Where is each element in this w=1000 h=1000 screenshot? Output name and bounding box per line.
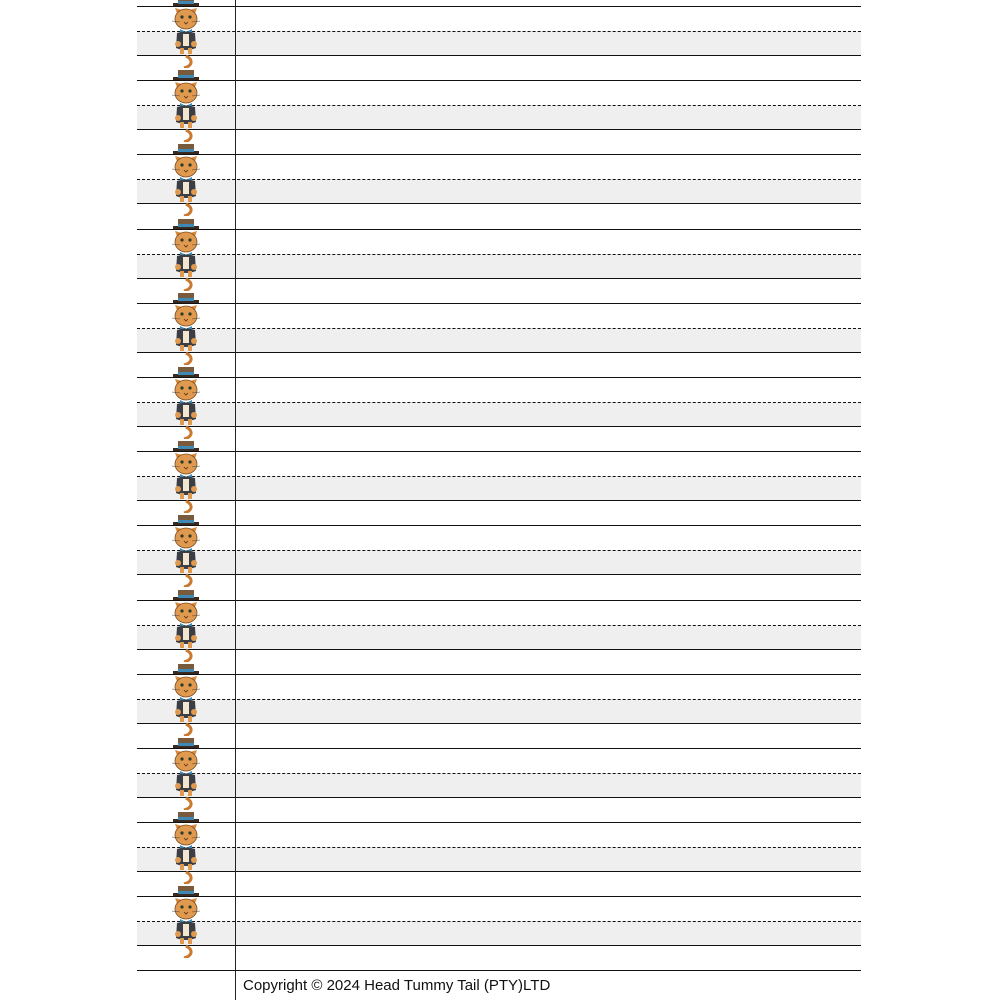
mid-dashed-line xyxy=(137,699,861,700)
cat-with-hat-icon xyxy=(166,810,206,884)
mid-dashed-line xyxy=(137,773,861,774)
top-line xyxy=(137,822,861,823)
base-line xyxy=(137,278,861,279)
base-line xyxy=(137,55,861,56)
cat-with-hat-icon xyxy=(166,217,206,291)
copyright-footer: Copyright © 2024 Head Tummy Tail (PTY)LTD xyxy=(243,977,551,994)
lower-half-shade xyxy=(137,328,861,352)
mid-dashed-line xyxy=(137,105,861,106)
top-line xyxy=(137,154,861,155)
cat-with-hat-icon xyxy=(166,365,206,439)
lower-half-shade xyxy=(137,921,861,945)
top-line xyxy=(137,674,861,675)
cat-with-hat-icon xyxy=(166,291,206,365)
mid-dashed-line xyxy=(137,847,861,848)
lower-half-shade xyxy=(137,402,861,426)
mid-dashed-line xyxy=(137,254,861,255)
mid-dashed-line xyxy=(137,328,861,329)
base-line xyxy=(137,500,861,501)
lower-half-shade xyxy=(137,476,861,500)
lower-half-shade xyxy=(137,105,861,129)
margin-line xyxy=(235,0,236,1000)
footer-rule xyxy=(137,970,861,971)
cat-with-hat-icon xyxy=(166,142,206,216)
lower-half-shade xyxy=(137,179,861,203)
base-line xyxy=(137,574,861,575)
top-line xyxy=(137,229,861,230)
cat-with-hat-icon xyxy=(166,513,206,587)
base-line xyxy=(137,797,861,798)
lower-half-shade xyxy=(137,254,861,278)
top-line xyxy=(137,80,861,81)
cat-with-hat-icon xyxy=(166,0,206,68)
top-line xyxy=(137,525,861,526)
mid-dashed-line xyxy=(137,921,861,922)
lower-half-shade xyxy=(137,31,861,55)
base-line xyxy=(137,352,861,353)
mid-dashed-line xyxy=(137,550,861,551)
top-line xyxy=(137,451,861,452)
lower-half-shade xyxy=(137,625,861,649)
base-line xyxy=(137,871,861,872)
base-line xyxy=(137,649,861,650)
top-line xyxy=(137,6,861,7)
lower-half-shade xyxy=(137,699,861,723)
base-line xyxy=(137,426,861,427)
top-line xyxy=(137,748,861,749)
cat-with-hat-icon xyxy=(166,884,206,958)
top-line xyxy=(137,600,861,601)
base-line xyxy=(137,129,861,130)
cat-with-hat-icon xyxy=(166,588,206,662)
mid-dashed-line xyxy=(137,402,861,403)
mid-dashed-line xyxy=(137,625,861,626)
top-line xyxy=(137,303,861,304)
cat-with-hat-icon xyxy=(166,662,206,736)
mid-dashed-line xyxy=(137,179,861,180)
lower-half-shade xyxy=(137,550,861,574)
cat-with-hat-icon xyxy=(166,736,206,810)
base-line xyxy=(137,723,861,724)
cat-with-hat-icon xyxy=(166,68,206,142)
top-line xyxy=(137,377,861,378)
mid-dashed-line xyxy=(137,476,861,477)
cat-with-hat-icon xyxy=(166,439,206,513)
base-line xyxy=(137,203,861,204)
lower-half-shade xyxy=(137,847,861,871)
top-line xyxy=(137,896,861,897)
base-line xyxy=(137,945,861,946)
lower-half-shade xyxy=(137,773,861,797)
mid-dashed-line xyxy=(137,31,861,32)
